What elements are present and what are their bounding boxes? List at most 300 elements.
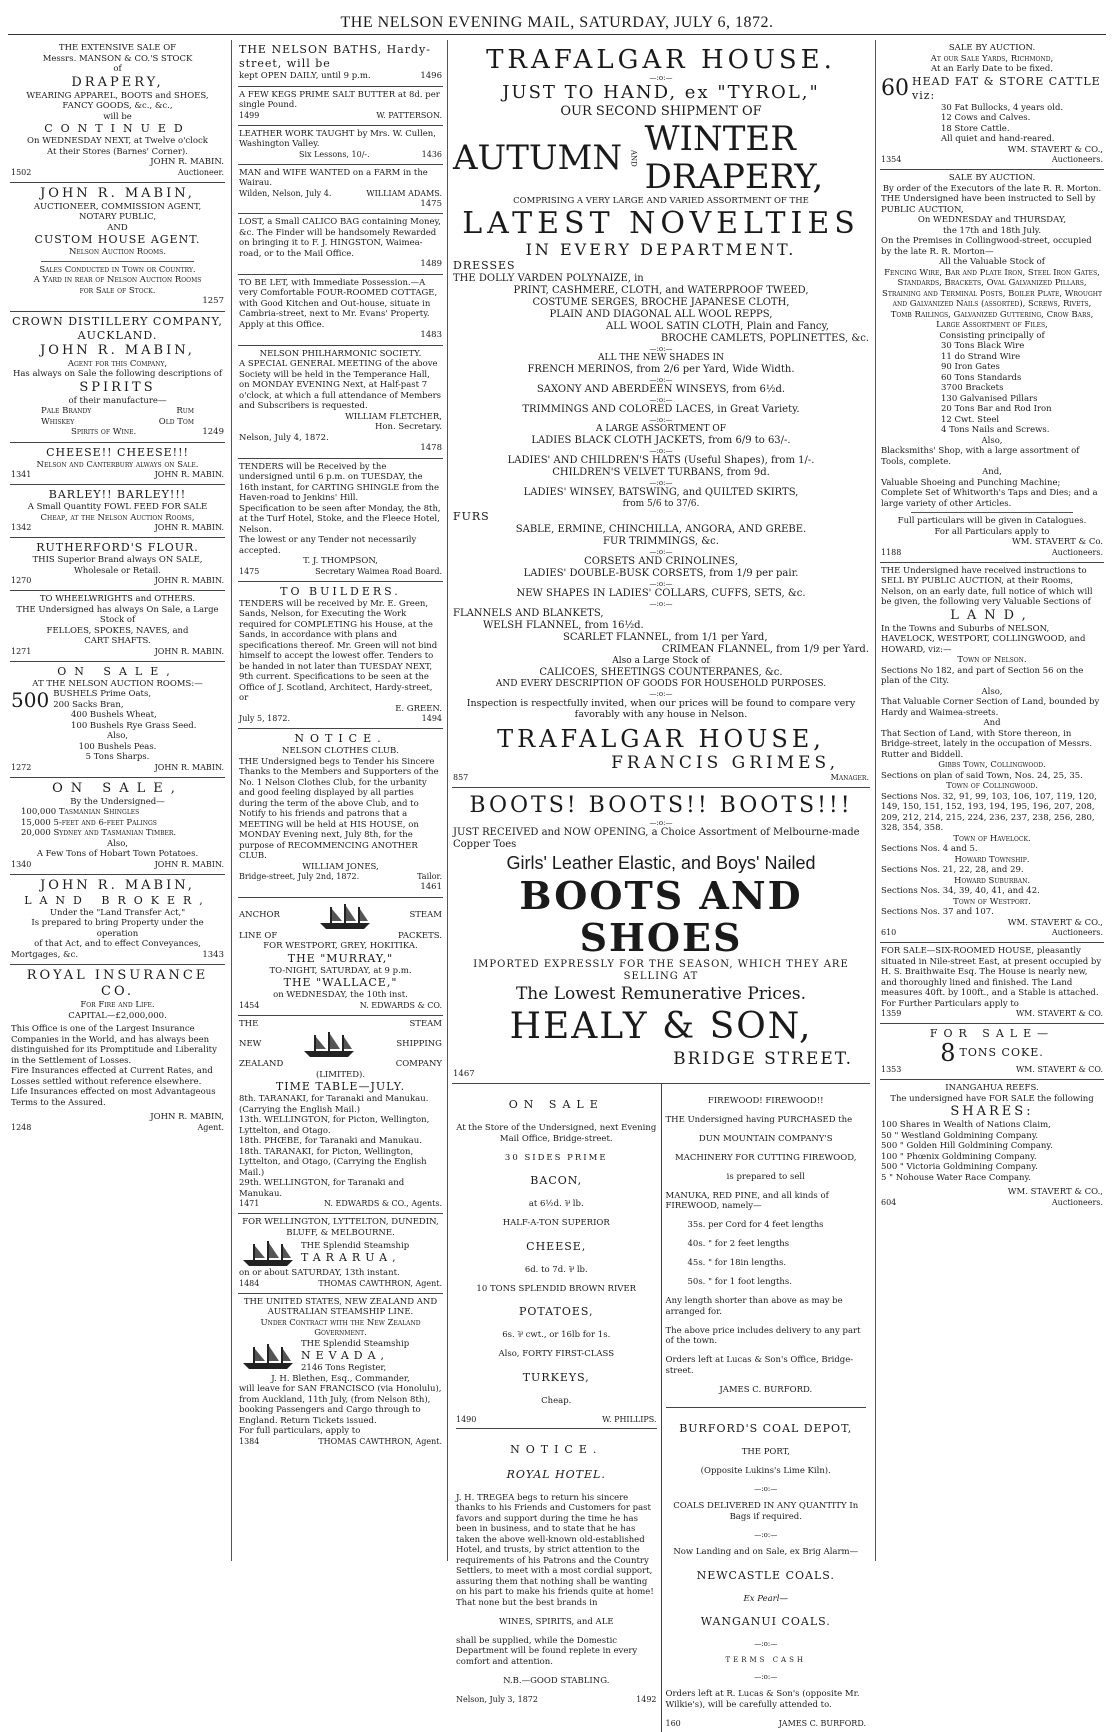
ad-headline: THE UNITED STATES, NEW ZEALAND AND AUSTRALIAN STEAMSHIP LINE. bbox=[243, 1296, 438, 1317]
ad-body: J. H. TREGEA begs to return his sincere thanks to his Friends and Customers for past favors and support during the time he has been in business, and to state that he has taken the above well-known old-established Hotel, and trusts, by strict attention to the requirements of his Patrons and the Country Settlers, to meet with a most cordial support, assuring them that nothing shall be wanting on his part to make his friends quite at home! That none but the best brands in bbox=[456, 1492, 654, 1608]
ad-headline: INANGAHUA REEFS. bbox=[945, 1083, 1039, 1093]
section-heading: FURS bbox=[453, 509, 490, 523]
ad-subhead: Town of Westport. bbox=[953, 896, 1031, 907]
ad-line: AND EVERY DESCRIPTION OF GOODS FOR HOUSEHOLD PURPOSES. bbox=[495, 678, 827, 689]
column-rule bbox=[231, 40, 232, 1561]
ad-line: A Yard in rear of Nelson Auction Rooms bbox=[33, 275, 202, 285]
ad-line: 20 Tons Bar and Rod Iron bbox=[941, 404, 1052, 414]
ad-line: OUR SECOND SHIPMENT OF bbox=[560, 104, 762, 119]
ad-line: PRINT, CASHMERE, CLOTH, and WATERPROOF TWEED, bbox=[513, 284, 809, 296]
ad-number: 1475 bbox=[239, 566, 260, 576]
ad-line: AND bbox=[629, 149, 638, 167]
ad-headline: NEVADA, bbox=[301, 1349, 390, 1362]
ad-subhead: Town of Havelock. bbox=[953, 833, 1031, 844]
ad-line: CHILDREN'S VELVET TURBANS, from 9d. bbox=[552, 466, 770, 478]
divider-ornament: —:o:— bbox=[754, 1484, 778, 1493]
ad-number: 1272 bbox=[11, 762, 32, 772]
divider-ornament: —:o:— bbox=[649, 395, 673, 404]
ad-date: Nelson, July 4, 1872. bbox=[239, 432, 329, 443]
ad-number: 1248 bbox=[11, 1122, 32, 1132]
ad-line: On WEDNESDAY and THURSDAY, bbox=[917, 215, 1067, 225]
ad-line: SCARLET FLANNEL, from 1/1 per Yard, bbox=[563, 631, 768, 643]
ad-line: For all Particulars apply to bbox=[934, 526, 1050, 537]
ad-line: Also a Large Stock of bbox=[612, 655, 710, 666]
ad-line: CAPITAL—£2,000,000. bbox=[68, 1010, 167, 1021]
ad-headline: THE NELSON BATHS, Hardy-street, will be bbox=[239, 43, 431, 70]
ad-line: 500 " Golden Hill Goldmining Company. bbox=[881, 1141, 1053, 1151]
ad-headline: CHEESE!! CHEESE!!! bbox=[46, 445, 189, 459]
ad-body: Sections Nos. 37 and 107. bbox=[881, 907, 994, 917]
ad-line: COALS DELIVERED IN ANY QUANTITY In Bags if required. bbox=[673, 1501, 859, 1522]
ad-body: Inspection is respectfully invited, when our prices will be found to compare very favorably with any house in Nelson. bbox=[466, 697, 856, 720]
ad-role: Manager. bbox=[830, 772, 869, 782]
ad-line: COMPRISING A VERY LARGE AND VARIED ASSORTMENT OF THE bbox=[513, 196, 809, 206]
ad-body: On the Premises in Collingwood-street, occupied by the late R. R. Morton— bbox=[881, 236, 1092, 257]
ad-line: 5 " Nohouse Water Race Company. bbox=[881, 1172, 1031, 1183]
ad-role: Auctioneers. bbox=[1051, 547, 1103, 557]
ad-line: WELSH FLANNEL, from 16½d. bbox=[483, 619, 644, 631]
divider-ornament: —:o:— bbox=[649, 415, 673, 424]
ad-line: By order of the Executors of the late R. R. Morton. bbox=[882, 183, 1102, 194]
ad-headline: TO WHEELWRIGHTS and OTHERS. bbox=[39, 594, 196, 604]
ad-line: of their manufacture— bbox=[68, 395, 167, 406]
ad-line: N.B.—GOOD STABLING. bbox=[503, 1675, 610, 1686]
ad-line: Also, bbox=[106, 731, 129, 741]
ad-line: 18th. TARANAKI, for Picton, Wellington, Lyttelton, and Otago, (Carrying the English Mail.) bbox=[239, 1146, 427, 1178]
ad-signature: JOHN R. MABIN. bbox=[154, 646, 224, 656]
ad-line: 6d. to 7d. ⅌ lb. bbox=[524, 1264, 588, 1275]
ad-headline: LATEST NOVELTIES bbox=[462, 205, 860, 241]
ad-headline: TARARUA, bbox=[301, 1251, 401, 1265]
divider bbox=[41, 261, 194, 262]
ad-on-sale-shingles bbox=[10, 778, 225, 875]
ad-headline: LAND BROKER, bbox=[24, 893, 211, 907]
ad-line: THIS Superior Brand always ON SALE, bbox=[32, 555, 203, 565]
ad-farm-wanted bbox=[238, 165, 443, 215]
ad-line: 18th. PHŒBE, for Taranaki and Manukau. bbox=[239, 1136, 422, 1146]
divider-ornament: —:o:— bbox=[649, 74, 673, 82]
ad-number: 1249 bbox=[202, 427, 224, 437]
ad-line: Old Tom bbox=[158, 416, 194, 427]
ad-body: LEATHER WORK TAUGHT by Mrs. W. Cullen, Washington Valley. bbox=[239, 128, 436, 149]
ad-number: 610 bbox=[881, 928, 897, 937]
ad-line: Nelson Auction Rooms. bbox=[68, 247, 166, 257]
ad-line: AND bbox=[107, 222, 128, 233]
ad-subhead: Howard Township. bbox=[954, 854, 1030, 865]
ad-number: 1478 bbox=[420, 443, 442, 453]
ad-line: 13th. WELLINGTON, for Picton, Wellington, Lyttelton, and Otago. bbox=[239, 1115, 430, 1136]
ad-body: will leave for SAN FRANCISCO (via Honolulu), from Auckland, 11th July, (from Nelson 8th), booking Passengers and Cargo through to England. Return Tickets issued. bbox=[239, 1384, 442, 1426]
ad-line: LADIES' WINSEY, BATSWING, and QUILTED SKIRTS, bbox=[523, 486, 799, 498]
ad-house-for-sale bbox=[880, 943, 1104, 1024]
ad-body: TENDERS will be Received by the undersigned until 6 p.m. on TUESDAY, the 16th instant, for CARTING SHINGLE from the Haven-road to Jenkins' Hill. bbox=[239, 461, 439, 503]
ad-line: THE Splendid Steamship bbox=[301, 1338, 410, 1349]
divider-ornament: —:o:— bbox=[649, 689, 673, 698]
ad-headline: TO BUILDERS. bbox=[280, 584, 401, 598]
ad-headline: The Lowest Remunerative Prices. bbox=[515, 983, 807, 1004]
ad-line: 30 Fat Bullocks, 4 years old. bbox=[941, 102, 1064, 113]
ad-line: LINE OF bbox=[239, 930, 278, 941]
ad-line: kept OPEN DAILY, until 9 p.m. bbox=[239, 71, 371, 81]
ad-headline: BURFORD'S COAL DEPOT, bbox=[679, 1421, 853, 1435]
ad-headline: CROWN DISTILLERY COMPANY, AUCKLAND. bbox=[12, 314, 223, 342]
ad-line: SAXONY AND ABERDEEN WINSEYS, from 6½d. bbox=[536, 383, 786, 395]
ad-cheese bbox=[10, 443, 225, 486]
ad-body: MANUKA, RED PINE, and all kinds of FIREWOOD, namely— bbox=[665, 1190, 829, 1211]
ad-line: (Opposite Lukins's Lime Kiln). bbox=[700, 1465, 831, 1476]
ad-nelson-baths bbox=[238, 40, 443, 87]
ad-signature: THOMAS CAWTHRON, Agent. bbox=[318, 1436, 442, 1446]
ad-number: 1271 bbox=[11, 646, 32, 656]
column-rule bbox=[875, 40, 876, 1561]
ad-headline: SHARES: bbox=[950, 1104, 1034, 1119]
ad-line: At an Early Date to be fixed. bbox=[931, 64, 1053, 74]
ad-boots-healy bbox=[452, 788, 870, 1085]
ad-tenders-shingle bbox=[238, 459, 443, 582]
ad-coke-for-sale bbox=[880, 1024, 1104, 1080]
ad-tararua bbox=[238, 1214, 443, 1294]
ad-body: The above price includes delivery to any part of the town. bbox=[665, 1325, 861, 1346]
ad-line: 100 Bushels Rye Grass Seed. bbox=[71, 720, 197, 731]
ad-line: Consisting principally of bbox=[939, 330, 1045, 341]
ad-salt-butter bbox=[238, 87, 443, 126]
ad-headline: AUTUMN bbox=[453, 138, 623, 178]
ad-number: 1484 bbox=[239, 1278, 260, 1288]
ad-date: July 5, 1872. bbox=[239, 714, 291, 723]
ad-number: 857 bbox=[453, 772, 469, 782]
ad-number: 160 bbox=[665, 1718, 681, 1728]
steamship-icon bbox=[316, 901, 374, 931]
ad-signature: WILLIAM JONES, bbox=[302, 861, 379, 872]
ad-line: 50s. " for 1 foot lengths. bbox=[687, 1277, 792, 1287]
ad-line: FRENCH MERINOS, from 2/6 per Yard, Wide Width. bbox=[527, 363, 795, 375]
ad-number: 1343 bbox=[202, 949, 224, 960]
ad-line: Sales Conducted in Town or Country. bbox=[39, 264, 196, 275]
ad-body: This Office is one of the Largest Insurance Companies in the World, and has always been distinguished for its Promptitude and Liberality in the Settlement of Losses. bbox=[11, 1024, 217, 1066]
ad-number: 1496 bbox=[420, 71, 442, 81]
ad-line: THE Undersigned having PURCHASED the bbox=[665, 1114, 853, 1125]
ad-number: 1492 bbox=[636, 1694, 657, 1704]
ad-body: A SPECIAL GENERAL MEETING of the above Society will be held in the Temperance Hall, on MONDAY EVENING Next, at Half-past 7 o'clock, at which a full attendance of Members and Subscribers is requested. bbox=[239, 359, 442, 411]
ad-line: 3700 Brackets bbox=[941, 383, 1004, 393]
ad-signature: N. EDWARDS & CO. bbox=[359, 1000, 442, 1010]
ad-line: A Few Tons of Hobart Town Potatoes. bbox=[36, 849, 199, 859]
ad-headline: NELSON PHILHARMONIC SOCIETY. bbox=[259, 348, 422, 359]
ad-royal-insurance bbox=[10, 965, 225, 1137]
ad-line: Also, FORTY FIRST-CLASS bbox=[498, 1349, 615, 1359]
ad-signature: THOMAS CAWTHRON, Agent. bbox=[318, 1278, 442, 1288]
ad-number: 1384 bbox=[239, 1436, 260, 1446]
ad-headline: WINTER DRAPERY, bbox=[644, 119, 824, 197]
ad-line: WINES, SPIRITS, and ALE bbox=[498, 1616, 614, 1627]
ad-signature: JOHN R. MABIN, bbox=[150, 1112, 224, 1122]
ad-headline: BOOTS! BOOTS!! BOOTS!!! bbox=[469, 792, 853, 818]
ad-line: Also, bbox=[981, 435, 1003, 446]
ad-big-number: 500 bbox=[11, 687, 50, 712]
ad-signature: JAMES C. BURFORD. bbox=[778, 1718, 866, 1728]
ad-body: THE Undersigned have been instructed to Sell by PUBLIC AUCTION, bbox=[881, 194, 1096, 215]
ad-line: FANCY GOODS, &c., &c., bbox=[62, 101, 173, 111]
ad-phillips bbox=[456, 1098, 657, 1429]
ad-headline: SALE BY AUCTION. bbox=[948, 43, 1036, 53]
ad-line: 40s. " for 2 feet lengths bbox=[687, 1239, 790, 1249]
column-1 bbox=[10, 40, 225, 1565]
ad-headline: CUSTOM HOUSE AGENT. bbox=[34, 233, 201, 246]
ad-signature: WM. STAVERT & CO., bbox=[1007, 1187, 1103, 1197]
ad-signature: JOHN R. MABIN. bbox=[154, 470, 224, 479]
ad-line: On WEDNESDAY NEXT, at Twelve o'clock bbox=[27, 136, 208, 146]
subcolumn-left bbox=[452, 1084, 662, 1732]
ad-line: NEW bbox=[239, 1038, 262, 1049]
ad-number: 1454 bbox=[239, 1000, 260, 1010]
divider-ornament: —:o:— bbox=[754, 1640, 778, 1648]
ad-line: For full particulars, apply to bbox=[239, 1426, 361, 1436]
ad-line: The undersigned have FOR SALE the following bbox=[890, 1093, 1094, 1104]
ad-headline: TRAFALGAR HOUSE. bbox=[486, 45, 836, 75]
ad-body: Sections Nos. 21, 22, 28, and 29. bbox=[881, 865, 1024, 875]
ad-headline: SPIRITS bbox=[79, 379, 156, 395]
divider bbox=[911, 512, 1073, 513]
ad-to-builders bbox=[238, 582, 443, 730]
ad-big-number: 60 bbox=[881, 75, 909, 101]
ad-body: Sections Nos. 34, 39, 40, 41, and 42. bbox=[881, 886, 1040, 896]
ad-line: 50 " Westland Goldmining Company. bbox=[881, 1130, 1039, 1141]
ad-line: 11 do Strand Wire bbox=[941, 351, 1021, 362]
ad-number: 1340 bbox=[11, 859, 32, 869]
ad-signature: E. GREEN. bbox=[395, 703, 442, 714]
ad-line: TO-NIGHT, SATURDAY, at 9 p.m. bbox=[269, 965, 412, 976]
ad-line: For Fire and Life. bbox=[80, 1000, 155, 1010]
ad-line: THE PORT, bbox=[741, 1446, 790, 1457]
ad-body: Fencing Wire, Bar and Plate Iron, Steel Iron Gates, Standards, Brackets, Oval Galvanized Pillars, Straining and Terminal Posts, Boiler Plate, Wrought and Galvanized Nails (assorted), Screws, Rivets, Tomb Railings, Galvanized Guttering, Crow Bars, Large Assortment of Files, bbox=[882, 267, 1102, 330]
ad-role: Auctioneers. bbox=[1051, 155, 1103, 164]
ad-line: 45s. " for 18in lengths. bbox=[687, 1258, 787, 1268]
ad-body: That Section of Land, with Store thereon, in Bridge-street, lately in the occupation of Messrs. Rutter and Biddell. bbox=[881, 728, 1093, 760]
ad-headline: BARLEY!! BARLEY!!! bbox=[48, 488, 187, 501]
ad-headline: HEALY & SON, bbox=[509, 1005, 813, 1047]
ad-burford-coal bbox=[666, 1408, 867, 1729]
ad-line: ALL THE NEW SHADES IN bbox=[598, 352, 724, 363]
ad-line: DUN MOUNTAIN COMPANY'S bbox=[698, 1133, 833, 1144]
ad-line: Under the "Land Transfer Act," bbox=[49, 907, 186, 918]
ad-role: Auctioneer. bbox=[177, 167, 224, 177]
ad-body: Life Insurances effected on most Advantageous Terms to the Assured. bbox=[11, 1087, 216, 1108]
ad-number: 604 bbox=[881, 1197, 897, 1207]
ad-royal-hotel bbox=[456, 1429, 657, 1705]
ad-line: Whiskey bbox=[41, 416, 75, 427]
ad-body: Specification to be seen after Monday, the 8th, at the Turf Hotel, Stoke, and the Fleece Hotel, Nelson. bbox=[239, 503, 441, 535]
ad-line: 30 Tons Black Wire bbox=[941, 341, 1025, 351]
ad-firewood bbox=[666, 1096, 867, 1408]
ad-manson-drapery bbox=[10, 40, 225, 183]
ad-body: Sections Nos. 4 and 5. bbox=[881, 844, 978, 854]
ad-body: That Valuable Corner Section of Land, bounded by Hardy and Waimea-streets. bbox=[881, 697, 1100, 718]
ad-headline: TURKEYS, bbox=[522, 1370, 590, 1384]
ad-number: 1471 bbox=[239, 1199, 260, 1208]
ad-line: Wholesale or Retail. bbox=[74, 565, 161, 576]
ad-line: At their Stores (Barnes' Corner). bbox=[47, 146, 188, 157]
ad-number: 1353 bbox=[881, 1065, 902, 1074]
ad-line: 4 Tons Nails and Screws. bbox=[941, 425, 1050, 435]
ad-mabin-auctioneer bbox=[10, 183, 225, 312]
ad-line: 8th. TARANAKI, for Taranaki and Manukau. (Carrying the English Mail.) bbox=[239, 1094, 429, 1115]
ad-headline: CONTINUED bbox=[44, 122, 191, 135]
ad-number: 1341 bbox=[11, 470, 32, 479]
ad-line: Messrs. MANSON & CO.'S STOCK bbox=[42, 53, 193, 64]
ad-line: Also, bbox=[106, 838, 129, 849]
ad-line: 400 Bushels Wheat, bbox=[71, 710, 157, 720]
ad-body: Sections No 182, and part of Section 56 on the plan of the City. bbox=[881, 665, 1084, 686]
ad-line: THE bbox=[239, 1018, 259, 1029]
ad-headline: NOTICE. bbox=[510, 1442, 603, 1456]
ad-line: BROCHE CAMLETS, POPLINETTES, &c. bbox=[660, 332, 869, 344]
subcolumns bbox=[452, 1084, 870, 1732]
ad-signature: WM. STAVERT & CO. bbox=[1015, 1065, 1103, 1074]
ad-number: 1436 bbox=[421, 149, 442, 159]
ad-line: STEAM bbox=[409, 1018, 442, 1029]
ad-subhead: Town of Collingwood. bbox=[946, 781, 1038, 791]
ad-number: 1188 bbox=[881, 547, 902, 557]
ad-land-sections bbox=[880, 563, 1104, 944]
ad-line: AUCTIONEER, COMMISSION AGENT, bbox=[33, 201, 202, 212]
ad-line: TRIMMINGS AND COLORED LACES, in Great Variety. bbox=[522, 403, 800, 415]
ad-number: 1270 bbox=[11, 576, 32, 585]
ad-line: MACHINERY FOR CUTTING FIREWOOD, bbox=[675, 1152, 857, 1163]
ad-headline: WANGANUI COALS. bbox=[700, 1615, 831, 1628]
ad-line: Now Landing and on Sale, ex Brig Alarm— bbox=[673, 1547, 859, 1557]
ad-line: 30 SIDES PRIME bbox=[504, 1152, 608, 1163]
steamship-icon bbox=[300, 1029, 358, 1059]
ad-headline: JOHN R. MABIN, bbox=[40, 185, 195, 201]
ad-headline: TRAFALGAR HOUSE, bbox=[497, 724, 825, 753]
ad-leather-work bbox=[238, 126, 443, 165]
divider-ornament: —:o:— bbox=[649, 818, 673, 827]
ad-line: THE EXTENSIVE SALE OF bbox=[58, 43, 177, 53]
ad-line: 90 Iron Gates bbox=[941, 362, 1000, 372]
ad-line: 100 Bushels Peas. bbox=[78, 741, 157, 752]
column-4 bbox=[880, 40, 1104, 1565]
ad-date: Nelson, July 3, 1872 bbox=[456, 1694, 538, 1704]
ad-to-let bbox=[238, 275, 443, 346]
ad-body: Blacksmiths' Shop, with a large assortment of Tools, complete. bbox=[881, 446, 1080, 467]
ad-headline: THE "MURRAY," bbox=[287, 951, 394, 965]
ad-line: ZEALAND bbox=[239, 1059, 284, 1069]
ad-signature: WM. STAVERT & CO. bbox=[1015, 1009, 1103, 1018]
ad-headline: LAND, bbox=[950, 607, 1034, 623]
ad-line: 100 Shares in Wealth of Nations Claim, bbox=[881, 1120, 1051, 1130]
ad-trafalgar-house bbox=[452, 40, 870, 788]
ad-line: ANCHOR bbox=[239, 910, 280, 921]
ad-line: HALF-A-TON SUPERIOR bbox=[502, 1218, 610, 1228]
ad-line: 29th. WELLINGTON, for Taranaki and Manukau. bbox=[239, 1178, 405, 1199]
ad-line: FOR WESTPORT, GREY, HOKITIKA. bbox=[263, 941, 418, 951]
ad-signature: JOHN R. MABIN. bbox=[150, 157, 224, 167]
ad-headline: BOOTS AND SHOES bbox=[519, 872, 803, 960]
ad-headline: ON SALE bbox=[508, 1098, 604, 1111]
ad-line: THE Undersigned has always On Sale, a Large bbox=[16, 604, 219, 615]
ad-line: Full particulars will be given in Catalogues. bbox=[897, 516, 1087, 526]
ad-nevada bbox=[238, 1294, 443, 1451]
ad-crown-distillery bbox=[10, 312, 225, 443]
ad-line: PLAIN AND DIAGONAL ALL WOOL REPPS, bbox=[549, 308, 773, 320]
ad-line: Also, bbox=[981, 686, 1003, 697]
ad-anchor-line bbox=[238, 898, 443, 1016]
subcolumn-right bbox=[662, 1084, 871, 1732]
ad-number: 1502 bbox=[11, 167, 32, 177]
ad-signature: WM. STAVERT & CO., bbox=[1007, 917, 1103, 928]
ad-subhead: ROYAL HOTEL. bbox=[506, 1467, 606, 1481]
ad-line: 100 " Phœnix Goldmining Company. bbox=[881, 1151, 1037, 1162]
ad-line: 15,000 5-feet and 6-feet Palings bbox=[21, 817, 157, 828]
divider-ornament: —:o:— bbox=[649, 599, 673, 608]
ad-body: TENDERS will be received by Mr. E. Green, Sands, Nelson, for Executing the Work required for COMPLETING his House, at the Sands, in accordance with plans and specifications thereof. Mr. Green will not bind himself to accept the lowest offer. Tenders to be handed in not later than TUESDAY NEXT, 9th current. Specifications to be seen at the Office of J. Scotland, Architect, Hardy-street, or bbox=[239, 598, 438, 703]
ad-line: Spirits of Wine. bbox=[71, 427, 137, 437]
ad-line: Has always on Sale the following descriptions of bbox=[12, 369, 223, 379]
ad-line: Under Contract with the New Zealand Government. bbox=[260, 1317, 421, 1338]
ad-line: FLANNELS AND BLANKETS, bbox=[453, 607, 604, 619]
ad-body: FOR SALE—SIX-ROOMED HOUSE, pleasantly situated in Nile-street East, at present occupied by H. S. Braithwaite Esq. The House is nearly new, and thoroughly lined and finished. The Land measures 40ft. by 100ft., and a Stable is attached. bbox=[881, 946, 1102, 998]
ad-body: THE Undersigned have received instructions to SELL BY PUBLIC AUCTION, at their Rooms, Nelson, on an early date, full notice of which will be given, the following very Valuable Sections of bbox=[881, 565, 1093, 607]
ad-signature: WM. STAVERT & CO., bbox=[1007, 144, 1103, 155]
ad-role: Hon. Secretary. bbox=[374, 422, 442, 432]
ad-headline: FOR WELLINGTON, LYTTELTON, DUNEDIN, BLUFF, & MELBOURNE. bbox=[242, 1217, 439, 1238]
ad-headline: DRAPERY, bbox=[71, 74, 164, 90]
ad-role: Agent. bbox=[197, 1122, 224, 1132]
ad-line: At our Sale Yards, Richmond, bbox=[930, 53, 1054, 64]
ad-number: 1354 bbox=[881, 155, 902, 164]
ad-headline: ON SALE, bbox=[57, 664, 178, 678]
ad-number: 1257 bbox=[202, 296, 224, 306]
ad-line: WEARING APPAREL, BOOTS and SHOES, bbox=[26, 90, 209, 101]
ad-clothes-club bbox=[238, 729, 443, 898]
masthead: THE NELSON EVENING MAIL, SATURDAY, JULY 6, 1872. bbox=[340, 14, 774, 31]
ad-body: Valuable Shoeing and Punching Machine; Complete Set of Whitworth's Taps and Dies; and a large variety of other Articles. bbox=[881, 477, 1098, 509]
ad-philharmonic bbox=[238, 346, 443, 459]
ad-headline: FIREWOOD! FIREWOOD!! bbox=[707, 1095, 824, 1106]
ad-role: Auctioneers. bbox=[1051, 928, 1103, 937]
ad-body: The lowest or any Tender not necessarily accepted. bbox=[239, 535, 417, 556]
ad-line: for Sale of Stock. bbox=[79, 285, 156, 296]
ad-line: CALICOES, SHEETINGS COUNTERPANES, &c. bbox=[539, 666, 783, 678]
ad-headline: JOHN R. MABIN, bbox=[40, 342, 195, 358]
ad-signature: T. J. THOMPSON, bbox=[303, 556, 378, 566]
divider-ornament: —:o:— bbox=[649, 446, 673, 455]
ad-land-broker bbox=[10, 875, 225, 966]
ad-line: Rum bbox=[176, 406, 194, 416]
ad-line: All the Valuable Stock of bbox=[939, 257, 1045, 267]
ad-line: will be bbox=[103, 111, 132, 122]
ad-number: 1490 bbox=[456, 1414, 477, 1424]
ad-line: A LARGE ASSORTMENT OF bbox=[595, 423, 727, 434]
ad-line: For Further Particulars apply to bbox=[881, 998, 1019, 1009]
divider-ornament: —:o:— bbox=[754, 1672, 778, 1681]
ad-signature: W. PATTERSON. bbox=[376, 110, 442, 120]
ad-line: Is prepared to bring Property under the operation bbox=[31, 918, 204, 939]
ad-number: 1461 bbox=[420, 882, 442, 892]
ad-line: LADIES' DOUBLE-BUSK CORSETS, from 1/9 per pair. bbox=[523, 567, 799, 579]
ad-line: By the Undersigned— bbox=[70, 796, 165, 807]
ad-line: COMPANY bbox=[395, 1059, 442, 1069]
ad-line: Wilden, Nelson, July 4. bbox=[239, 188, 332, 198]
ad-flour bbox=[10, 538, 225, 591]
ad-body: LOST, a Small CALICO BAG containing Money, &c. The Finder will be handsomely Rewarded on bringing it to F. J. HINGSTON, Waimea-road, or to the Mail Office. bbox=[239, 217, 441, 259]
ad-headline: NEWCASTLE COALS. bbox=[696, 1568, 835, 1582]
ad-line: Cheap. bbox=[541, 1395, 572, 1406]
ad-line: 20,000 Sydney and Tasmanian Timber. bbox=[21, 828, 177, 838]
ad-lost-bag bbox=[238, 214, 443, 275]
ad-line: BUSHELS Prime Oats, bbox=[53, 689, 152, 699]
ad-line: CART SHAFTS. bbox=[84, 636, 151, 646]
